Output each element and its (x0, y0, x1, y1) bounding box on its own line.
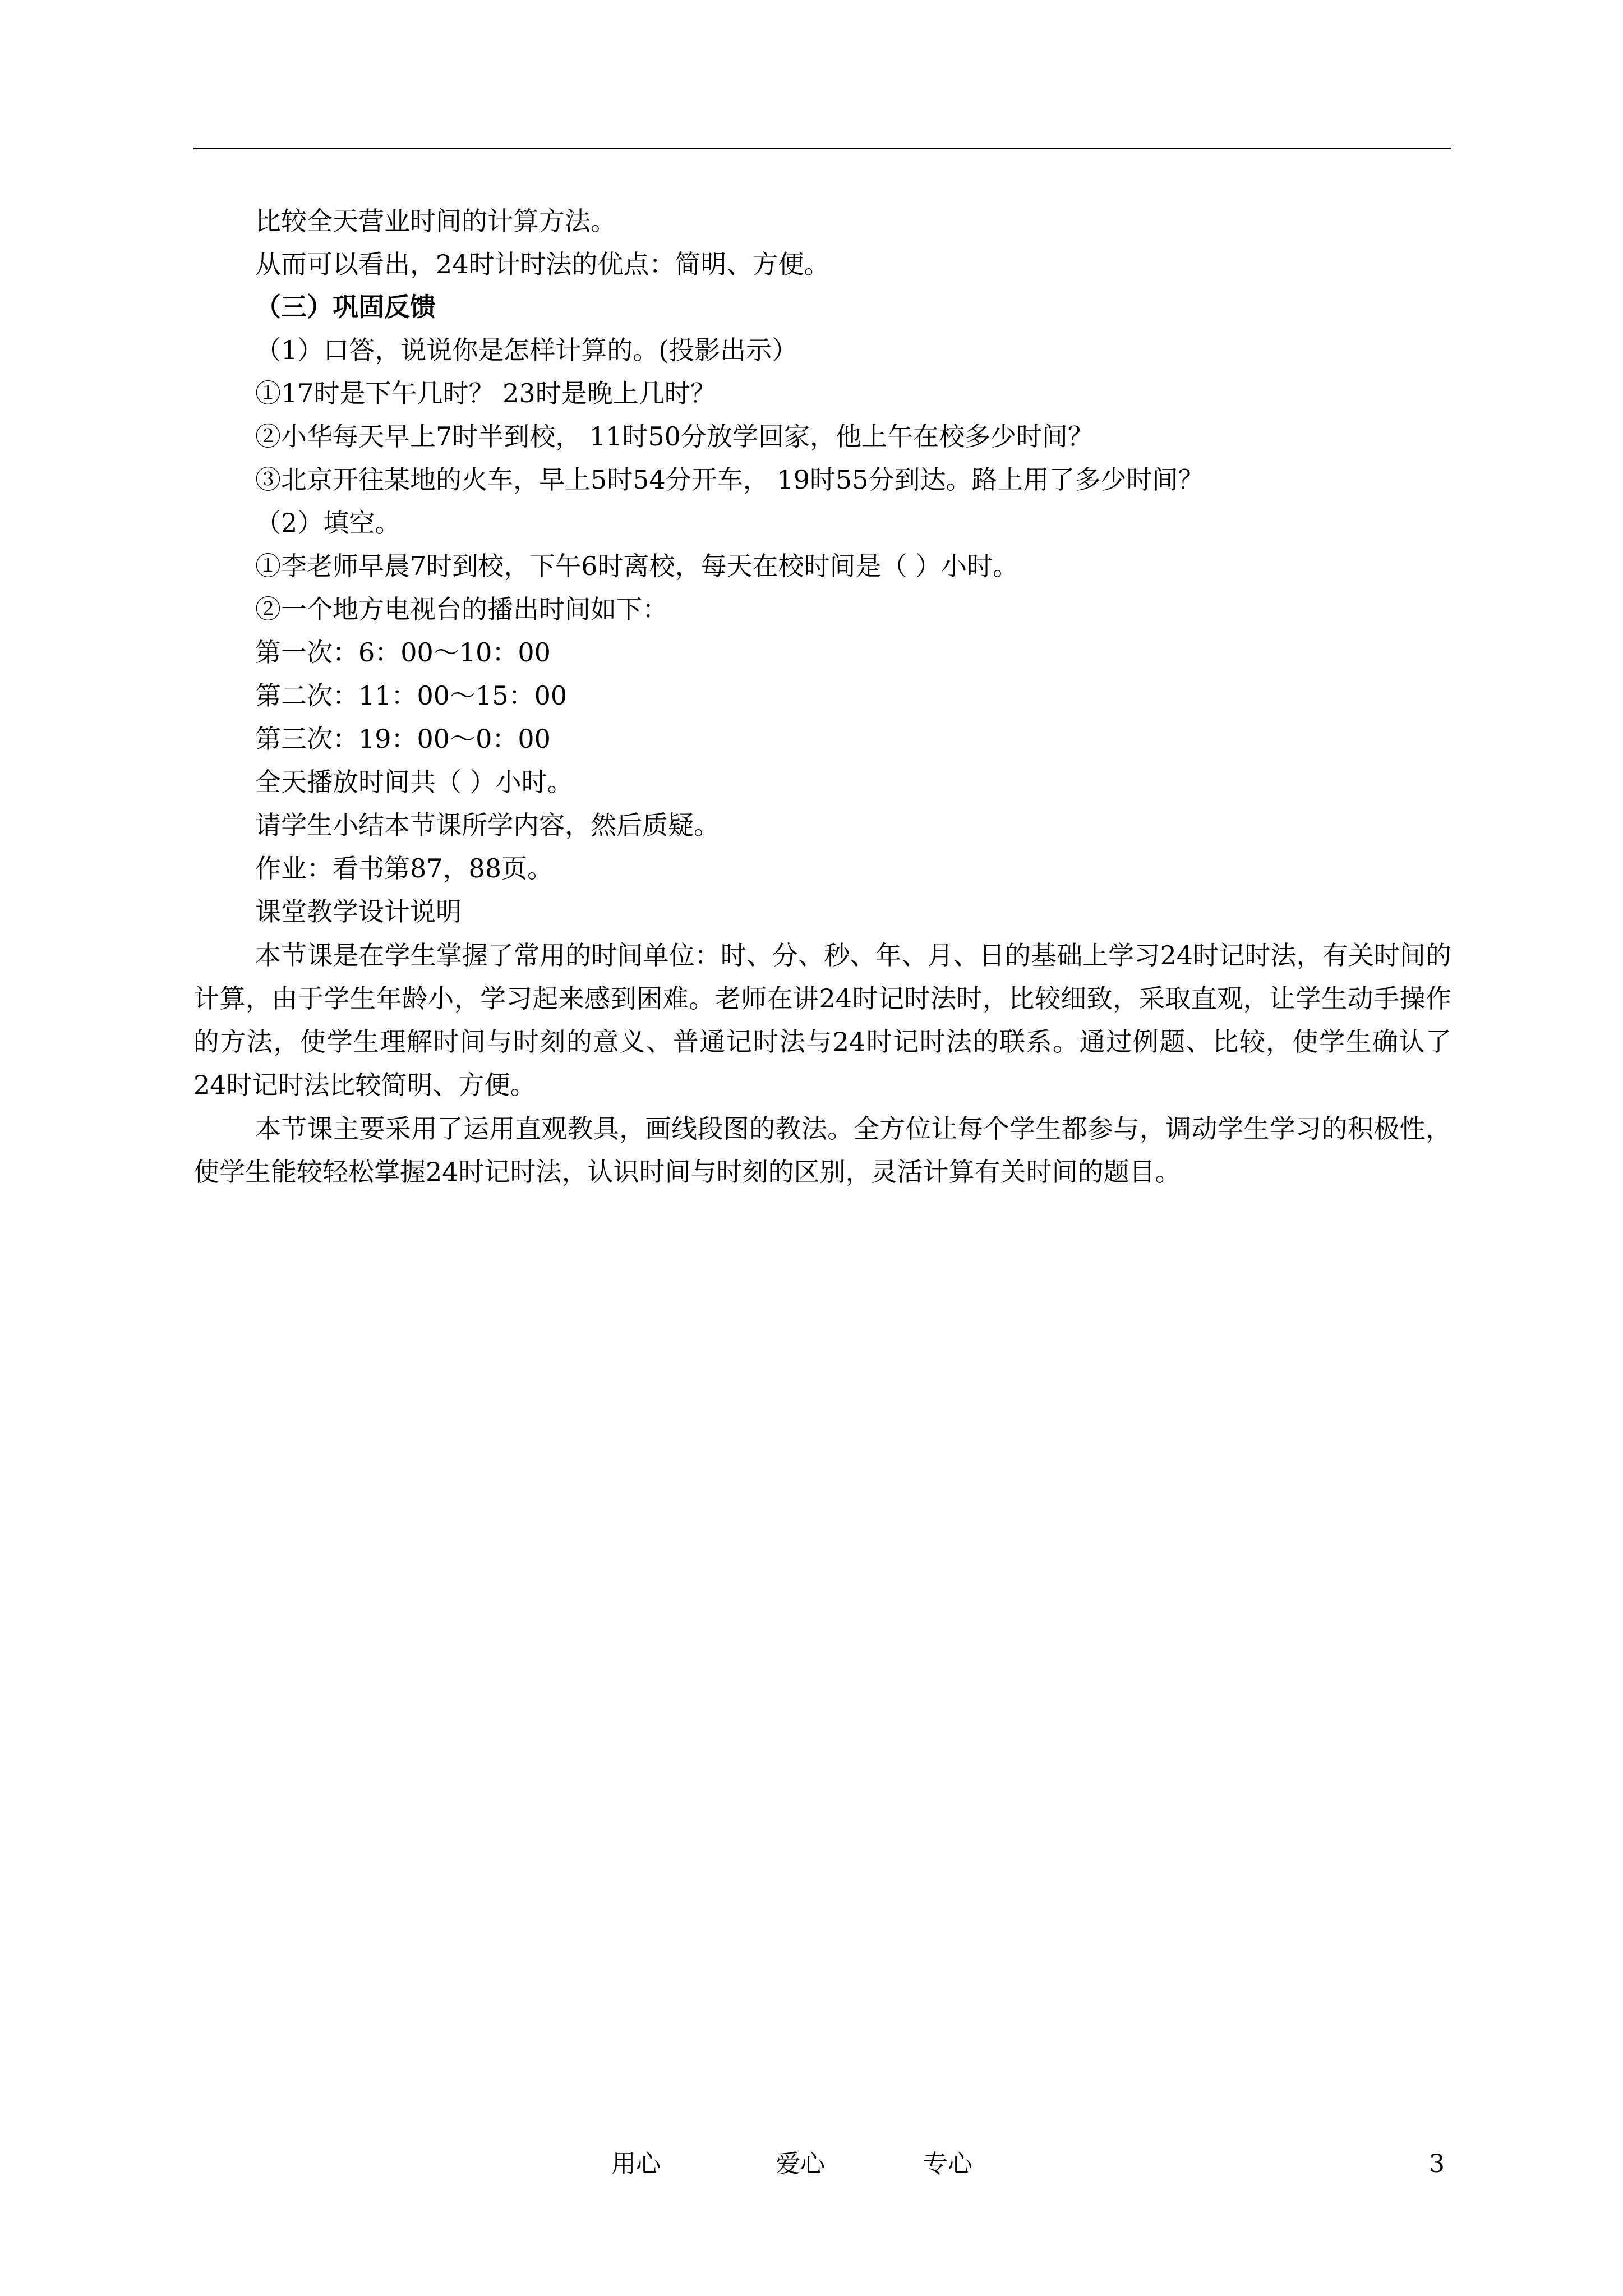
text-line: ②小华每天早上7时半到校， 11时50分放学回家，他上午在校多少时间？ (255, 421, 1094, 452)
text-line: 全天播放时间共（ ）小时。 (255, 767, 573, 797)
text-line: 比较全天营业时间的计算方法。 (255, 206, 616, 236)
text-line: 课堂教学设计说明 (255, 896, 462, 927)
text-line: 作业：看书第87，88页。 (255, 853, 554, 884)
text-line: 第一次：6：00～10：00 (255, 637, 551, 668)
header-rule (193, 148, 1451, 149)
paragraph: 本节课是在学生掌握了常用的时间单位：时、分、秒、年、月、日的基础上学习24时记时法，有关时间的计算，由于学生年龄小，学习起来感到困难。老师在讲24时记时法时，比较细致，采取直观，让学生动手操作的方法，使学生理解时间与时刻的意义、普通记时法与24时记时法的联系。通过例题、比较，使学生确认了 24时记时法比较简明、方便。 (193, 940, 1451, 1100)
paragraph: 本节课主要采用了运用直观教具，画线段图的教法。全方位让每个学生都参与，调动学生学习的积极性，使学生能较轻松掌握24时记时法，认识时间与时刻的区别，灵活计算有关时间的题目。 (193, 1114, 1451, 1187)
page-number: 3 (1429, 2150, 1445, 2178)
text-line: 请学生小结本节课所学内容，然后质疑。 (255, 810, 720, 840)
text-line: （2）填空。 (255, 508, 401, 538)
section-heading: （三）巩固反馈 (255, 292, 436, 322)
text-line: ③北京开往某地的火车，早上5时54分开车， 19时55分到达。路上用了多少时间？ (255, 464, 1204, 495)
text-line: 第二次：11：00～15：00 (255, 680, 568, 711)
footer-slogan: 爱心 (776, 2150, 825, 2178)
footer-slogan: 用心 (611, 2150, 661, 2178)
text-line: ①17时是下午几时？ 23时是晚上几时？ (255, 378, 716, 408)
text-line: （1）口答，说说你是怎样计算的。(投影出示） (255, 335, 798, 365)
footer-slogan: 专心 (923, 2150, 972, 2178)
text-line: 第三次：19：00～0：00 (255, 724, 551, 754)
text-line: 从而可以看出，24时计时法的优点：简明、方便。 (255, 249, 830, 279)
text-line: ②一个地方电视台的播出时间如下： (255, 594, 668, 624)
text-line: ①李老师早晨7时到校，下午6时离校，每天在校时间是（ ）小时。 (255, 551, 1019, 581)
